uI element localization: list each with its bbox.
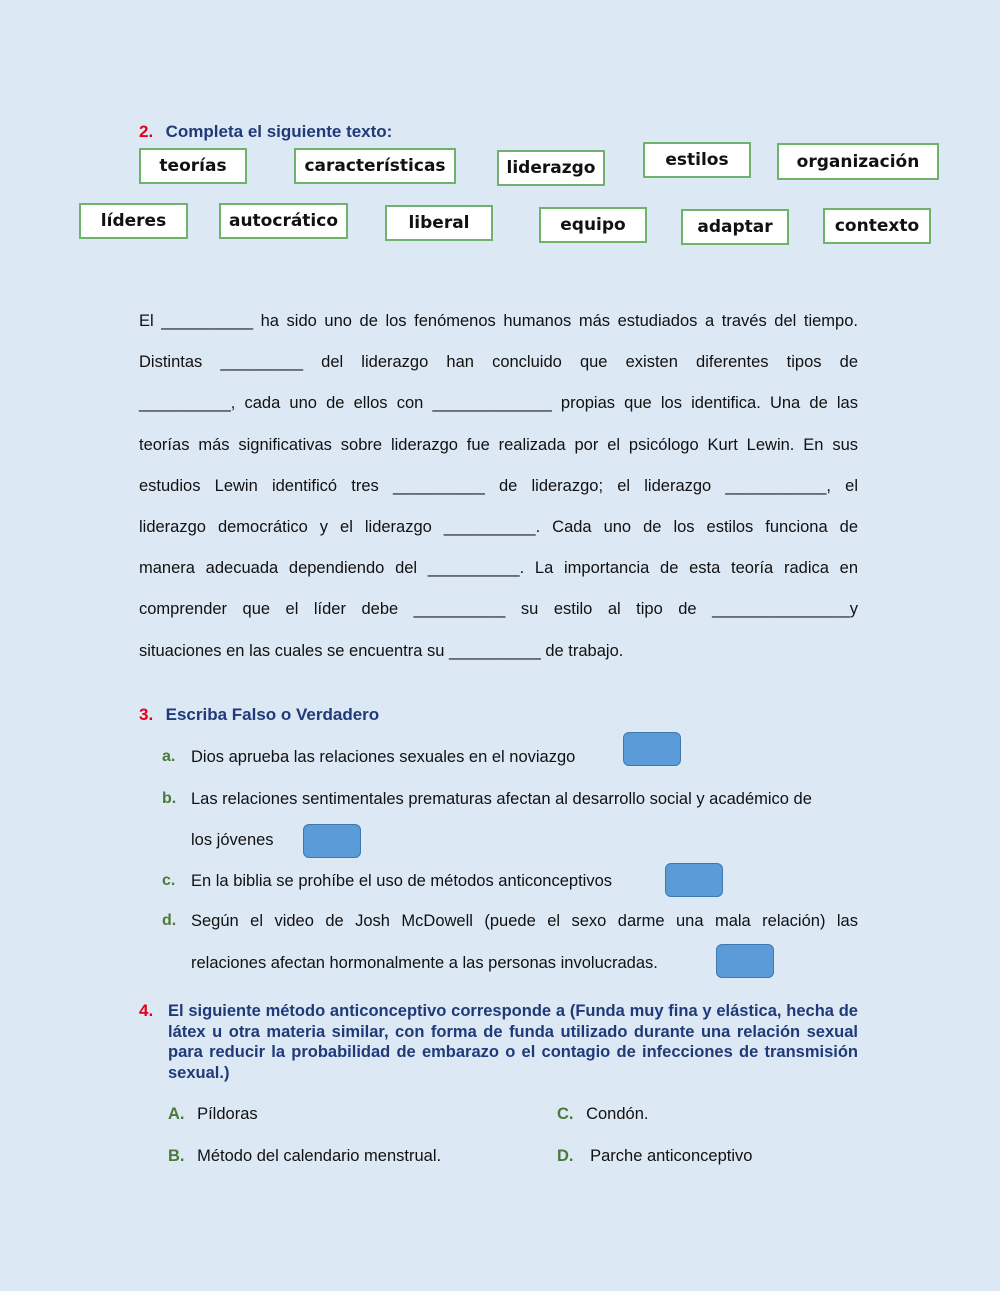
word-chip-equipo[interactable]: equipo [539,207,647,243]
word-chip-organizacion[interactable]: organización [777,143,939,180]
answer-box-d[interactable] [716,944,774,978]
tf-statement-d-cont: relaciones afectan hormonalmente a las personas involucradas. [191,954,658,972]
section2-heading [139,122,392,142]
section4-question: El siguiente método anticonceptivo corresponde a (Funda muy fina y elástica, hecha de látex u otra materia similar, con forma de funda utilizado durante una relación sexual para reducir la probabilidad de embarazo o el contagio de infecciones de transmisión sexual.) [168,1002,858,1082]
answer-box-b[interactable] [303,824,361,858]
tf-statement-d: Según el video de Josh McDowell (puede el sexo darme una mala relación) las [191,912,858,930]
answer-box-a[interactable] [623,732,681,766]
word-chip-autocratico[interactable]: autocrático [219,203,348,239]
cloze-line: situaciones en las cuales se encuentra su __________ de trabajo. [139,641,624,660]
option-c-letter: C. [557,1105,574,1123]
option-c[interactable] [557,1105,648,1124]
option-d-letter: D. [557,1147,574,1165]
word-chip-teorias[interactable]: teorías [139,148,247,184]
tf-letter-d: d. [162,912,177,929]
tf-statement-a: Dios aprueba las relaciones sexuales en el noviazgo [191,748,576,766]
tf-statement-c: En la biblia se prohíbe el uso de métodos anticonceptivos [191,872,613,890]
section3-title: Escriba Falso o Verdadero [165,705,380,724]
option-b-letter: B. [168,1147,185,1165]
option-c-text: Condón. [586,1105,649,1123]
section2-title: Completa el siguiente texto: [165,122,393,141]
word-chip-estilos[interactable]: estilos [643,142,751,178]
answer-box-c[interactable] [665,863,723,897]
word-chip-caracteristicas[interactable]: características [294,148,456,184]
option-b[interactable] [168,1147,441,1166]
cloze-line: manera adecuada dependiendo del __________. La importancia de esta teoría radica en [139,559,858,578]
cloze-paragraph [139,301,858,672]
cloze-line: estudios Lewin identificó tres __________ de liderazgo; el liderazgo ___________, el [139,476,858,495]
tf-letter-b: b. [162,790,177,807]
section2-number: 2. [139,122,154,141]
word-chip-lideres[interactable]: líderes [79,203,188,239]
cloze-line: teorías más significativas sobre liderazgo fue realizada por el psicólogo Kurt Lewin. En sus [139,435,858,454]
tf-statement-b-cont: los jóvenes [191,831,274,849]
word-chip-contexto[interactable]: contexto [823,208,931,244]
option-a-letter: A. [168,1105,185,1123]
option-d-text: Parche anticonceptivo [590,1147,753,1165]
tf-letter-a: a. [162,748,176,765]
cloze-line: comprender que el líder debe __________ su estilo al tipo de _______________y [139,600,858,619]
word-chip-liberal[interactable]: liberal [385,205,493,241]
cloze-line: __________, cada uno de ellos con _____________ propias que los identifica. Una de las [139,394,858,413]
option-a-text: Píldoras [197,1105,258,1123]
cloze-line: El __________ ha sido uno de los fenómenos humanos más estudiados a través del tiempo. [139,312,858,330]
option-b-text: Método del calendario menstrual. [197,1147,442,1165]
tf-letter-c: c. [162,872,176,889]
word-chip-adaptar[interactable]: adaptar [681,209,789,245]
option-a[interactable] [168,1105,258,1124]
tf-statement-b: Las relaciones sentimentales prematuras afectan al desarrollo social y académico de [191,790,812,808]
option-d[interactable] [557,1147,752,1166]
section3-heading [139,705,379,725]
section4-number: 4. [139,1001,154,1020]
word-chip-liderazgo[interactable]: liderazgo [497,150,605,186]
cloze-line: liderazgo democrático y el liderazgo __________. Cada uno de los estilos funciona de [139,517,858,536]
cloze-line: Distintas _________ del liderazgo han concluido que existen diferentes tipos de [139,353,858,372]
section3-number: 3. [139,705,154,724]
